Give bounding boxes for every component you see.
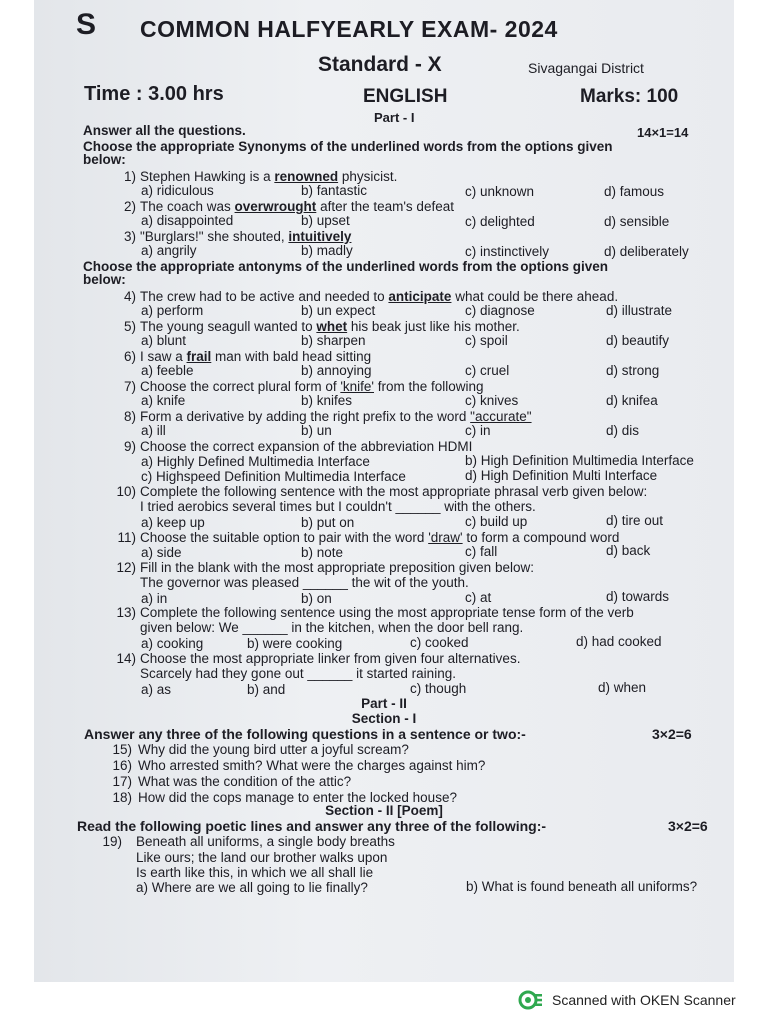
q10-number: 10) [116, 484, 136, 499]
q12-text: Fill in the blank with the most appropriate preposition given below: [140, 560, 534, 575]
q4-number: 4) [123, 289, 136, 304]
time-label: Time : 3.00 hrs [84, 83, 224, 105]
poem-instruction: Read the following poetic lines and answer any three of the following:- [77, 818, 547, 834]
q10-text: Complete the following sentence with the most appropriate phrasal verb given below: [140, 484, 648, 499]
q12-option-a: a) in [141, 591, 168, 606]
q19-line-3: Is earth like this, in which we all shall lie [136, 865, 374, 880]
q9-option-a: a) Highly Defined Multimedia Interface [141, 454, 370, 469]
part-2-title: Part - II [361, 696, 407, 711]
part-2-marks: 3×2=6 [652, 726, 692, 742]
part-1-title: Part - I [374, 110, 415, 125]
q6-option-d: d) strong [606, 363, 660, 378]
q19-line-2: Like ours; the land our brother walks upon [136, 850, 388, 865]
q8-option-a: a) ill [141, 423, 166, 438]
q1-option-d: d) famous [604, 184, 665, 199]
q10-option-a: a) keep up [141, 515, 205, 530]
oken-logo-icon [518, 990, 544, 1010]
q2-option-c: c) delighted [465, 214, 535, 229]
q11-number: 11) [117, 530, 136, 545]
q4-option-c: c) diagnose [465, 303, 535, 318]
q8-number: 8) [123, 409, 136, 424]
section-1-title: Section - I [351, 711, 417, 726]
q1-option-b: b) fantastic [301, 183, 368, 198]
q8-option-b: b) un [301, 423, 332, 438]
q5-option-a: a) blunt [141, 333, 187, 348]
q12-option-d: d) towards [606, 589, 670, 604]
q3-underlined-word: intuitively [288, 229, 352, 244]
q12-option-c: c) at [465, 590, 492, 605]
q14-option-d: d) when [598, 680, 647, 695]
q9-option-c: c) Highspeed Definition Multimedia Interface [141, 469, 406, 484]
q6-option-a: a) feeble [141, 363, 194, 378]
q14-text: Choose the most appropriate linker from given four alternatives. [140, 651, 521, 666]
q5-underlined-word: whet [316, 319, 348, 334]
q17-number: 17) [112, 774, 132, 789]
q19-number: 19) [102, 834, 122, 849]
q6-text: I saw a frail man with bald head sitting [140, 349, 372, 364]
marks-label: Marks: 100 [580, 86, 679, 107]
scanner-text: Scanned with OKEN Scanner [552, 992, 736, 1008]
q7-text: Choose the correct plural form of 'knife' from the following [140, 379, 484, 394]
instruction-antonyms-cont: below: [83, 272, 126, 287]
q2-text: The coach was overwrought after the team's defeat [140, 199, 454, 214]
q19-question-a: a) Where are we all going to lie finally? [136, 880, 368, 895]
q9-option-b: b) High Definition Multimedia Interface [465, 453, 694, 468]
q19-question-b: b) What is found beneath all uniforms? [466, 879, 698, 894]
q11-option-d: d) back [606, 543, 651, 558]
q8-option-c: c) in [465, 423, 491, 438]
standard-label: Standard - X [318, 53, 442, 76]
q11-underlined-word: 'draw' [428, 530, 463, 545]
instruction-antonyms: Choose the appropriate antonyms of the underlined words from the options given [83, 259, 609, 274]
q12-option-b: b) on [301, 591, 332, 606]
part-1-marks: 14×1=14 [637, 125, 689, 140]
q7-number: 7) [123, 379, 136, 394]
q3-number: 3) [123, 229, 136, 244]
q13-sentence: given below: We ______ in the kitchen, when the door bell rang. [140, 620, 524, 635]
q2-option-a: a) disappointed [141, 213, 234, 228]
q5-option-c: c) spoil [465, 333, 508, 348]
q5-text: The young seagull wanted to whet his beak just like his mother. [140, 319, 520, 334]
q11-option-b: b) note [301, 545, 344, 560]
q3-option-c: c) instinctively [465, 244, 550, 259]
q18-text: How did the cops manage to enter the locked house? [138, 790, 457, 805]
q1-option-a: a) ridiculous [141, 183, 214, 198]
q3-option-a: a) angrily [141, 243, 197, 258]
q2-number: 2) [123, 199, 136, 214]
q12-sentence: The governor was pleased ______ the wit of the youth. [140, 575, 469, 590]
q6-option-c: c) cruel [465, 363, 510, 378]
q9-text: Choose the correct expansion of the abbreviation HDMI [140, 439, 473, 454]
q14-option-c: c) though [410, 681, 467, 696]
q11-option-c: c) fall [465, 544, 498, 559]
q11-text: Choose the suitable option to pair with the word 'draw' to form a compound word [140, 530, 620, 545]
q15-text: Why did the young bird utter a joyful scream? [138, 742, 409, 757]
q1-number: 1) [123, 169, 136, 184]
q7-option-c: c) knives [465, 393, 519, 408]
q13-text: Complete the following sentence using the most appropriate tense form of the verb [140, 605, 634, 620]
q5-option-b: b) sharpen [301, 333, 366, 348]
instruction-synonyms-cont: below: [83, 152, 126, 167]
q1-text: Stephen Hawking is a renowned physicist. [140, 169, 398, 184]
q15-number: 15) [112, 742, 132, 757]
q4-option-d: d) illustrate [606, 303, 673, 318]
q2-underlined-word: overwrought [234, 199, 317, 214]
q13-option-a: a) cooking [141, 636, 204, 651]
district-label: Sivagangai District [528, 60, 644, 76]
q4-option-a: a) perform [141, 303, 204, 318]
q16-number: 16) [112, 758, 132, 773]
q8-underlined-word: "accurate" [470, 409, 532, 424]
q3-text: "Burglars!" she shouted, intuitively [140, 229, 352, 244]
q18-number: 18) [112, 790, 132, 805]
q10-option-d: d) tire out [606, 513, 664, 528]
q9-number: 9) [123, 439, 136, 454]
q14-option-b: b) and [247, 682, 286, 697]
q6-number: 6) [123, 349, 136, 364]
q8-option-d: d) dis [606, 423, 640, 438]
q7-option-d: d) knifea [606, 393, 658, 408]
q13-option-d: d) had cooked [576, 634, 662, 649]
q5-number: 5) [123, 319, 136, 334]
instruction-answer-all: Answer all the questions. [83, 123, 246, 138]
header-s-mark: S [76, 8, 97, 41]
q14-number: 14) [116, 651, 136, 666]
section-2-title: Section - II [Poem] [325, 803, 443, 818]
scanner-watermark [518, 990, 736, 1010]
q13-option-b: b) were cooking [247, 636, 343, 651]
q7-underlined-word: 'knife' [340, 379, 375, 394]
q12-number: 12) [116, 560, 136, 575]
q7-option-a: a) knife [141, 393, 186, 408]
q10-option-c: c) build up [465, 514, 528, 529]
q11-option-a: a) side [141, 545, 182, 560]
q4-text: The crew had to be active and needed to anticipate what could be there ahead. [140, 289, 619, 304]
q9-option-d: d) High Definition Multi Interface [465, 468, 658, 483]
q1-option-c: c) unknown [465, 184, 535, 199]
q2-option-b: b) upset [301, 213, 350, 228]
poem-marks: 3×2=6 [668, 818, 708, 834]
q5-option-d: d) beautify [606, 333, 670, 348]
q4-underlined-word: anticipate [388, 289, 452, 304]
q10-sentence: I tried aerobics several times but I couldn't ______ with the others. [140, 499, 536, 514]
q1-underlined-word: renowned [274, 169, 339, 184]
q8-text: Form a derivative by adding the right prefix to the word "accurate" [140, 409, 532, 424]
q4-option-b: b) un expect [301, 303, 376, 318]
q2-option-d: d) sensible [604, 214, 670, 229]
q16-text: Who arrested smith? What were the charges against him? [138, 758, 486, 773]
part-2-instruction: Answer any three of the following questions in a sentence or two:- [84, 726, 526, 742]
exam-title: COMMON HALFYEARLY EXAM- 2024 [140, 16, 558, 42]
instruction-synonyms: Choose the appropriate Synonyms of the underlined words from the options given [83, 139, 613, 154]
q17-text: What was the condition of the attic? [138, 774, 352, 789]
q14-option-a: a) as [141, 682, 172, 697]
q13-option-c: c) cooked [410, 635, 469, 650]
q3-option-b: b) madly [301, 243, 353, 258]
q6-option-b: b) annoying [301, 363, 372, 378]
q10-option-b: b) put on [301, 515, 355, 530]
q13-number: 13) [116, 605, 136, 620]
q14-sentence: Scarcely had they gone out ______ it started raining. [140, 666, 456, 681]
q19-line-1: Beneath all uniforms, a single body breaths [136, 834, 395, 849]
q3-option-d: d) deliberately [604, 244, 689, 259]
q6-underlined-word: frail [186, 349, 212, 364]
q7-option-b: b) knifes [301, 393, 353, 408]
subject-label: ENGLISH [363, 86, 448, 107]
